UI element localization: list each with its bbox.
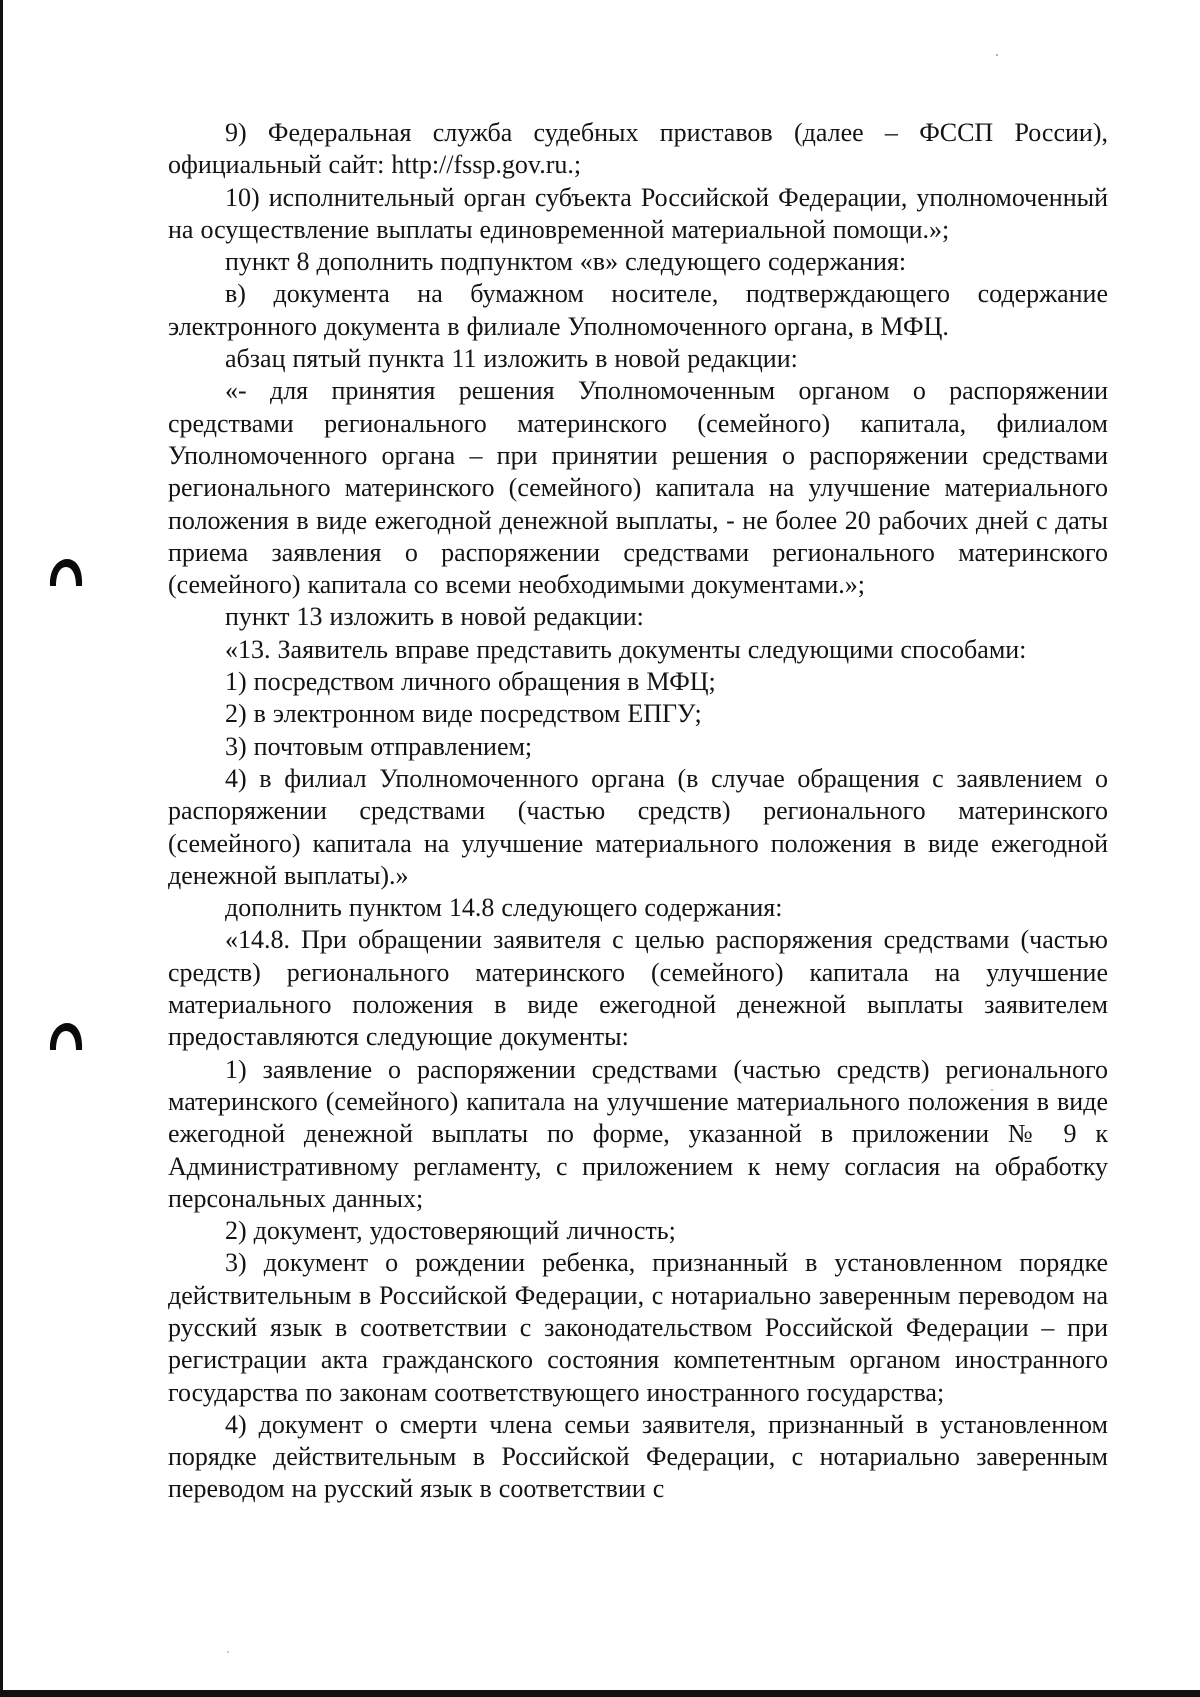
document-paragraph: 4) документ о смерти члена семьи заявителя, признанный в установленном порядке действительным в Российской Федерации, с нотариально заверенным переводом на русский язык в соответствии с bbox=[168, 1409, 1108, 1504]
document-paragraph: 2) документ, удостоверяющий личность; bbox=[225, 1216, 676, 1246]
document-paragraph: дополнить пунктом 14.8 следующего содержания: bbox=[225, 893, 783, 923]
document-paragraph: пункт 8 дополнить подпунктом «в» следующего содержания: bbox=[225, 247, 907, 277]
document-paragraph: 1) заявление о распоряжении средствами (частью средств) регионального материнского (семейного) капитала на улучшение материального положения в виде ежегодной денежной выплаты по форме, указанной в приложении № 9 к Административному регламенту, с приложением к нему согласия на обработку персональных данных; bbox=[168, 1054, 1108, 1213]
document-paragraph: 10) исполнительный орган субъекта Российской Федерации, уполномоченный на осуществление выплаты единовременной материальной помощи.»; bbox=[168, 182, 1108, 244]
document-paragraph: 3) почтовым отправлением; bbox=[225, 731, 533, 761]
document-paragraph: пункт 13 изложить в новой редакции: bbox=[225, 602, 644, 632]
document-paragraph: 9) Федеральная служба судебных приставов (далее – ФССП России), официальный сайт: http://fssp.gov.ru.; bbox=[168, 118, 1108, 180]
document-paragraph: «13. Заявитель вправе представить документы следующими способами: bbox=[225, 634, 1027, 664]
document-paragraph: 3) документ о рождении ребенка, признанный в установленном порядке действительным в Российской Федерации, с нотариально заверенным переводом на русский язык в соответствии с законодательством Российской Федерации – при регистрации акта гражданского состояния компетентным органом иностранного государства по законам соответствующего иностранного государства; bbox=[168, 1248, 1108, 1407]
document-body bbox=[168, 117, 1108, 1506]
document-paragraph: 4) в филиал Уполномоченного органа (в случае обращения с заявлением о распоряжении средствами (частью средств) регионального материнского (семейного) капитала на улучшение материального положения в виде ежегодной денежной выплаты).» bbox=[168, 763, 1108, 890]
document-paragraph: 2) в электронном виде посредством ЕПГУ; bbox=[225, 699, 702, 729]
document-paragraph: «14.8. При обращении заявителя с целью распоряжения средствами (частью средств) регионального материнского (семейного) капитала на улучшение материального положения в виде ежегодной денежной выплаты заявителем предоставляются следующие документы: bbox=[168, 925, 1108, 1052]
document-paragraph: абзац пятый пункта 11 изложить в новой редакции: bbox=[225, 344, 798, 374]
document-paragraph: в) документа на бумажном носителе, подтверждающего содержание электронного документа в филиале Уполномоченного органа, в МФЦ. bbox=[168, 279, 1108, 341]
document-paragraph: «- для принятия решения Уполномоченным органом о распоряжении средствами регионального материнского (семейного) капитала, филиалом Уполномоченного органа – при принятии решения о распоряжении средствами регионального материнского (семейного) капитала на улучшение материального положения в виде ежегодной денежной выплаты, - не более 20 рабочих дней с даты приема заявления о распоряжении средствами регионального материнского (семейного) капитала со всеми необходимыми документами.»; bbox=[168, 376, 1108, 600]
document-paragraph: 1) посредством личного обращения в МФЦ; bbox=[225, 667, 716, 697]
